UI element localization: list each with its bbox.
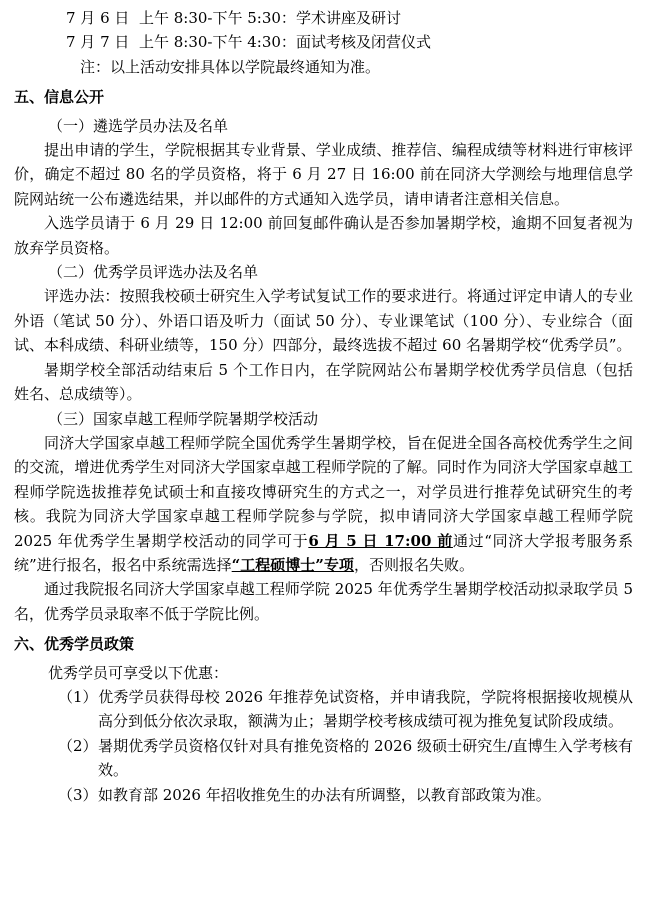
subsection-heading: （二）优秀学员评选办法及名单 (48, 263, 259, 282)
list-text: 暑期优秀学员资格仅针对具有推免资格的 2026 级硕士研究生/直博生入学考核有效。 (98, 736, 633, 780)
schedule-date: 7 月 7 日 (66, 33, 130, 52)
list-number: （2） (58, 736, 98, 755)
list-item (52, 783, 633, 807)
paragraph (14, 431, 633, 577)
list-text: 优秀学员获得母校 2026 年推荐免试资格，并申请我院，学院将根据接收规模从高分到低分依次录取，额满为止；暑期学校考核成绩可视为推免复试阶段成绩。 (98, 687, 633, 731)
schedule-line (14, 30, 633, 54)
schedule-note: 注：以上活动安排具体以学院最终通知为准。 (80, 57, 381, 76)
policy-list (14, 685, 633, 807)
paragraph-text: 同济大学国家卓越工程师学院全国优秀学生暑期学校，旨在促进全国各高校优秀学生之间的交流，增进优秀学生对同济大学国家卓越工程师学院的了解。同时作为同济大学国家卓越工程师学院选拔推荐免试硕士和直接攻博研究生的方式之一，对学员进行推荐免试研究生的考核。我院为同济大学国家卓越工程师学院参与学院，拟申请同济大学国家卓越工程师学院 2025 年优秀学生暑期学校活动的同学可于 (14, 433, 633, 550)
paragraph: 暑期学校全部活动结束后 5 个工作日内，在学院网站公布暑期学校优秀学员信息（包括姓名、总成绩等）。 (14, 360, 633, 404)
section-5-heading: 五、信息公开 (14, 88, 105, 107)
paragraph-text: 通过“同济大学报考服务系统”进行报名，报名中系统需选择 (14, 531, 633, 574)
schedule-activity: 学术讲座及研讨 (295, 9, 401, 27)
list-number: （3） (58, 785, 98, 804)
paragraph: 评选办法：按照我校硕士研究生入学考试复试工作的要求进行。将通过评定申请人的专业外语（笔试 50 分）、外语口语及听力（面试 50 分）、专业课笔试（100 分）、专业综合（面试、本科成绩、科研业绩等，150 分）四部分，最终选拔不超过 60 名暑期学校“优秀学员”。 (14, 287, 633, 355)
subsection-heading: （三）国家卓越工程师学院暑期学校活动 (48, 409, 319, 428)
list-item (52, 734, 633, 783)
list-text: 如教育部 2026 年招收推免生的办法有所调整，以教育部政策为准。 (98, 785, 551, 804)
schedule-line (14, 6, 633, 30)
paragraph-text: ，否则报名失败。 (353, 555, 474, 574)
policy-intro: 优秀学员可享受以下优惠： (48, 663, 229, 682)
section-6-heading: 六、优秀学员政策 (14, 635, 135, 654)
paragraph: 入选学员请于 6 月 29 日 12:00 前回复邮件确认是否参加暑期学校，逾期不回复者视为放弃学员资格。 (14, 214, 633, 257)
schedule-time: 上午 8:30-下午 5:30： (138, 9, 296, 27)
paragraph: 提出申请的学生，学院根据其专业背景、学业成绩、推荐信、编程成绩等材料进行审核评价，确定不超过 80 名的学员资格，将于 6 月 27 日 16:00 前在同济大学测绘与地理信息学院网站统一公布遴选结果，并以邮件的方式通知入选学员，请申请者注意相关信息。 (14, 141, 633, 208)
subsection-heading: （一）遴选学员办法及名单 (48, 116, 229, 135)
list-number: （1） (58, 687, 98, 706)
registration-deadline: 6 月 5 日 17:00 前 (308, 531, 453, 550)
schedule-activity: 面试考核及闭营仪式 (295, 33, 431, 52)
schedule-date: 7 月 6 日 (66, 9, 130, 27)
paragraph: 通过我院报名同济大学国家卓越工程师学院 2025 年优秀学生暑期学校活动拟录取学员 5 名，优秀学员录取率不低于学院比例。 (14, 580, 633, 623)
list-item (52, 685, 633, 734)
schedule-time: 上午 8:30-下午 4:30： (138, 33, 296, 52)
special-project-name: “工程硕博士”专项 (231, 555, 354, 574)
